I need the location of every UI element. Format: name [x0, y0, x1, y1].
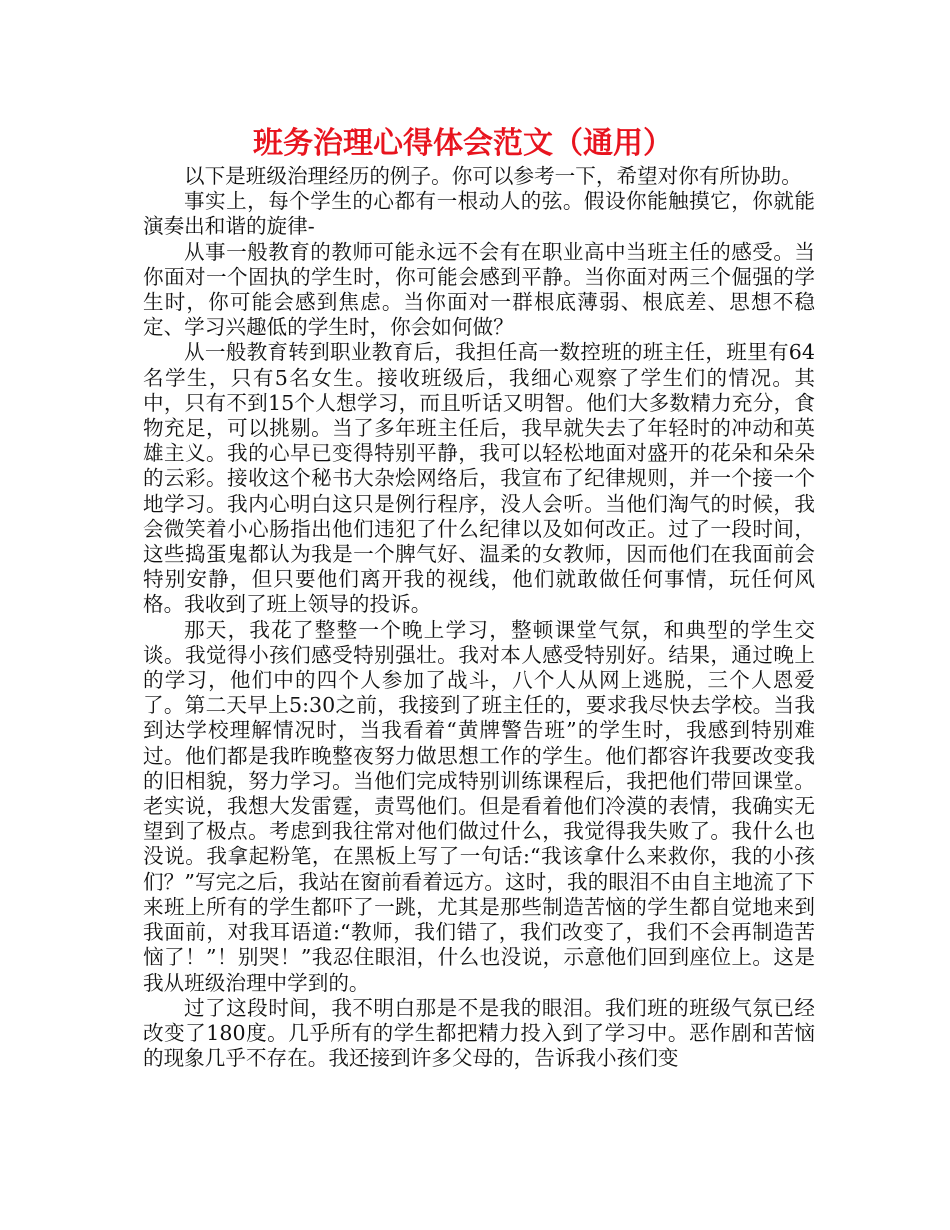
paragraph-class-situation: 从一般教育转到职业教育后，我担任高一数控班的班主任，班里有64名学生，只有5名女生。接收班级后，我细心观察了学生们的情况。其中，只有不到15个人想学习，而且听话又明智。他们大多数精力充分，食物充足，可以挑剔。当了多年班主任后，我早就失去了年轻时的冲动和英雄主义。我的心早已变得特别平静，我可以轻松地面对盛开的花朵和朵朵的云彩。接收这个秘书大杂烩网络后，我宣布了纪律规则，并一个接一个地学习。我内心明白这只是例行程序，没人会听。当他们淘气的时候，我会微笑着小心肠指出他们违犯了什么纪律以及如何改正。过了一段时间，这些捣蛋鬼都认为我是一个脾气好、温柔的女教师，因而他们在我面前会特别安静，但只要他们离开我的视线，他们就敢做任何事情，玩任何风格。我收到了班上领导的投诉。 [143, 340, 815, 617]
paragraph-night-study: 那天，我花了整整一个晚上学习，整顿课堂气氛，和典型的学生交谈。我觉得小孩们感受特别强壮。我对本人感受特别好。结果，通过晚上的学习，他们中的四个人参加了战斗，八个人从网上逃脱，三个人恩爱了。第二天早上5:30之前，我接到了班主任的，要求我尽快去学校。当我到达学校理解情况时，当我看着“黄牌警告班”的学生时，我感到特别难过。他们都是我昨晚整夜努力做思想工作的学生。他们都容许我要改变我的旧相貌，努力学习。当他们完成特别训练课程后，我把他们带回课堂。老实说，我想大发雷霆，责骂他们。但是看着他们冷漠的表情，我确实无望到了极点。考虑到我往常对他们做过什么，我觉得我失败了。我什么也没说。我拿起粉笔，在黑板上写了一句话:“我该拿什么来救你，我的小孩们？”写完之后，我站在窗前看着远方。这时，我的眼泪不由自主地流了下来班上所有的学生都吓了一跳，尤其是那些制造苦恼的学生都自觉地来到我面前，对我耳语道:“教师，我们错了，我们改变了，我们不会再制造苦恼了！”！别哭！”我忍住眼泪，什么也没说，示意他们回到座位上。这是我从班级治理中学到的。 [143, 617, 815, 995]
document-title: 班务治理心得体会范文（通用） [253, 126, 673, 161]
document-body [143, 164, 815, 1071]
paragraph-vocational-feeling: 从事一般教育的教师可能永远不会有在职业高中当班主任的感受。当你面对一个固执的学生时，你可能会感到平静。当你面对两三个倔强的学生时，你可能会感到焦虑。当你面对一群根底薄弱、根底差、思想不稳定、学习兴趣低的学生时，你会如何做？ [143, 239, 815, 340]
paragraph-intro: 以下是班级治理经历的例子。你可以参考一下，希望对你有所协助。 [184, 164, 802, 188]
paragraph-change: 过了这段时间，我不明白那是不是我的眼泪。我们班的班级气氛已经改变了180度。几乎所有的学生都把精力投入到了学习中。恶作剧和苦恼的现象几乎不存在。我还接到许多父母的，告诉我小孩们变 [143, 995, 815, 1071]
paragraph-heartstring: 事实上，每个学生的心都有一根动人的弦。假设你能触摸它，你就能演奏出和谐的旋律- [143, 189, 815, 239]
